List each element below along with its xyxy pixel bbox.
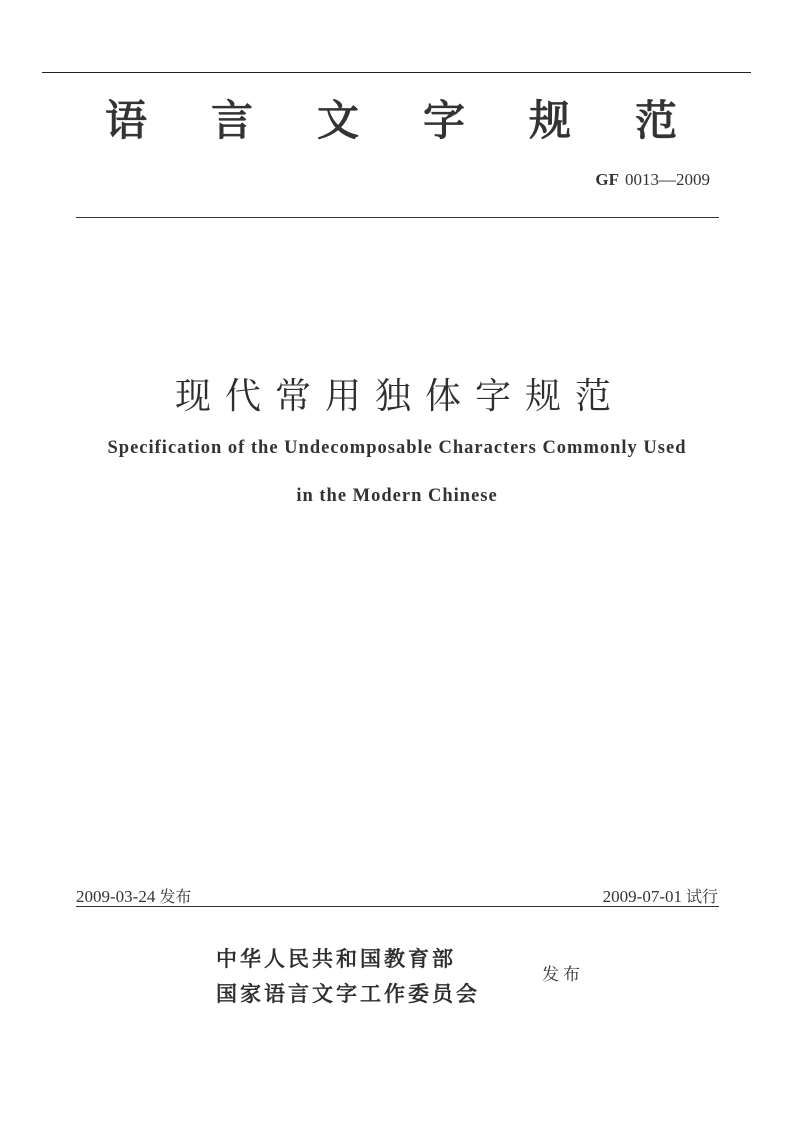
standard-number-code: 0013—2009 <box>625 170 710 189</box>
issuer-language-committee: 国家语言文字工作委员会 <box>216 981 480 1006</box>
document-title-chinese: 现代常用独体字规范 <box>174 376 625 417</box>
series-title <box>96 90 686 146</box>
series-title-char: 文 <box>316 96 359 145</box>
issue-date-value: 2009-03-24 <box>76 887 156 906</box>
standard-number-prefix: GF <box>595 170 619 189</box>
effective-date-label: 试行 <box>685 887 718 906</box>
header-rule <box>76 217 719 218</box>
series-title-char: 字 <box>422 96 465 145</box>
series-title-char: 言 <box>210 96 253 145</box>
document-title-english-line-2: in the Modern Chinese <box>296 486 498 506</box>
top-rule <box>42 72 751 73</box>
standard-number <box>595 170 710 190</box>
series-title-char: 语 <box>104 96 147 145</box>
series-title-char: 规 <box>528 96 571 145</box>
effective-date <box>603 884 718 907</box>
date-rule <box>76 906 719 907</box>
effective-date-value: 2009-07-01 <box>602 887 682 906</box>
issue-date <box>76 884 191 907</box>
document-title-english-line-1: Specification of the Undecomposable Characters Commonly Used <box>107 438 687 458</box>
series-title-char: 范 <box>634 96 677 145</box>
issued-by-label: 发布 <box>542 965 584 985</box>
issuer-ministry-of-education: 中华人民共和国教育部 <box>216 946 456 971</box>
issue-date-label: 发布 <box>159 887 192 906</box>
